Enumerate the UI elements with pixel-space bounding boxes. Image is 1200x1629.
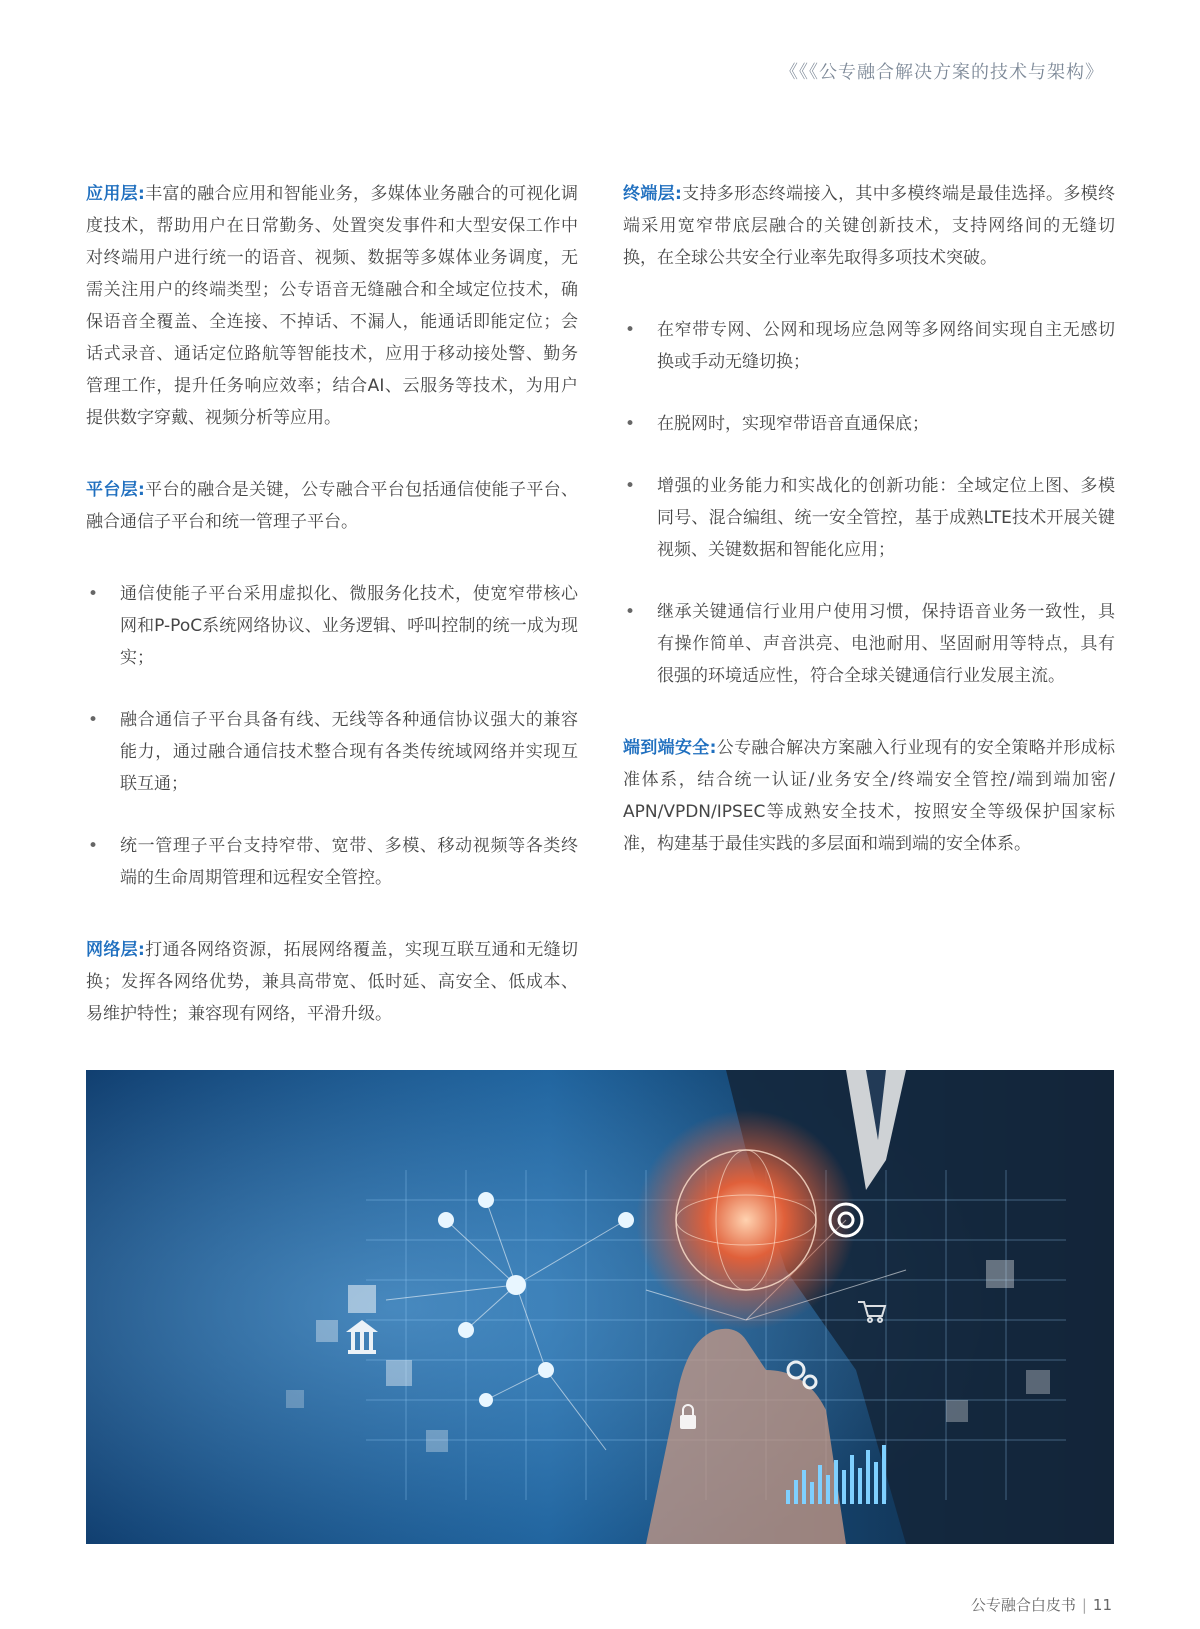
text-app-layer: 丰富的融合应用和智能业务，多媒体业务融合的可视化调度技术，帮助用户在日常勤务、处置突发事件和大型安保工作中对终端用户进行统一的语音、视频、数据等多媒体业务调度，无需关注用户的终端类型；公专语音无缝融合和全域定位技术，确保语音全覆盖、全连接、不掉话、不漏人，能通话即能定位；会话式录音、通话定位路航等智能技术，应用于移动接处警、勤务管理工作，提升任务响应效率；结合AI、云服务等技术，为用户提供数字穿戴、视频分析等应用。	[86, 184, 578, 428]
running-header: 《《《公专融合解决方案的技术与架构》	[780, 62, 1104, 83]
lead-platform-layer: 平台层:	[86, 480, 145, 500]
bullet-dot-icon: •	[88, 584, 99, 604]
list-item: • 增强的业务能力和实战化的创新功能：全域定位上图、多模同号、混合编组、统一安全管控，基于成熟LTE技术开展关键视频、关键数据和智能化应用；	[623, 470, 1115, 566]
page-number: 11	[1092, 1596, 1112, 1614]
list-item: • 通信使能子平台采用虚拟化、微服务化技术，使宽窄带核心网和P-PoC系统网络协议、业务逻辑、呼叫控制的统一成为现实；	[86, 578, 578, 674]
footer-doc-title: 公专融合白皮书	[970, 1596, 1076, 1614]
right-column	[623, 178, 1115, 900]
paragraph-security	[623, 732, 1115, 860]
paragraph-app-layer	[86, 178, 578, 434]
text-platform-layer: 平台的融合是关键，公专融合平台包括通信使能子平台、融合通信子平台和统一管理子平台。	[86, 480, 578, 532]
lead-terminal-layer: 终端层:	[623, 184, 682, 204]
list-item: • 融合通信子平台具备有线、无线等各种通信协议强大的兼容能力，通过融合通信技术整合现有各类传统域网络并实现互联互通；	[86, 704, 578, 800]
footer-separator: |	[1081, 1596, 1087, 1614]
bullet-dot-icon: •	[88, 836, 99, 856]
paragraph-platform-layer	[86, 474, 578, 538]
paragraph-terminal-layer	[623, 178, 1115, 274]
text-terminal-layer: 支持多形态终端接入，其中多模终端是最佳选择。多模终端采用宽窄带底层融合的关键创新技术，支持网络间的无缝切换，在全球公共安全行业率先取得多项技术突破。	[623, 184, 1115, 268]
list-item: • 在脱网时，实现窄带语音直通保底；	[623, 408, 1115, 440]
text-security: 公专融合解决方案融入行业现有的安全策略并形成标准体系，结合统一认证/业务安全/终端安全管控/端到端加密/ APN/VPDN/IPSEC等成熟安全技术，按照安全等级保护国家标准，构建基于最佳实践的多层面和端到端的安全体系。	[623, 738, 1115, 854]
list-item: • 统一管理子平台支持窄带、宽带、多模、移动视频等各类终端的生命周期管理和远程安全管控。	[86, 830, 578, 894]
list-item: • 在窄带专网、公网和现场应急网等多网络间实现自主无感切换或手动无缝切换；	[623, 314, 1115, 378]
bullet-dot-icon: •	[625, 320, 636, 340]
globe-glow	[636, 1110, 856, 1330]
lead-security: 端到端安全:	[623, 738, 717, 758]
page-footer	[971, 1594, 1112, 1615]
left-column	[86, 178, 578, 1070]
tech-network-illustration	[86, 1070, 1114, 1544]
list-item: • 继承关键通信行业用户使用习惯，保持语音业务一致性，具有操作简单、声音洪亮、电池耐用、坚固耐用等特点，具有很强的环境适应性，符合全球关键通信行业发展主流。	[623, 596, 1115, 692]
lead-network-layer: 网络层:	[86, 940, 145, 960]
platform-bullet-list	[86, 578, 578, 894]
bullet-dot-icon: •	[88, 710, 99, 730]
lead-app-layer: 应用层:	[86, 184, 145, 204]
terminal-bullet-list	[623, 314, 1115, 692]
bullet-dot-icon: •	[625, 602, 636, 622]
bullet-dot-icon: •	[625, 414, 636, 434]
text-network-layer: 打通各网络资源，拓展网络覆盖，实现互联互通和无缝切换；发挥各网络优势，兼具高带宽、低时延、高安全、低成本、易维护特性；兼容现有网络，平滑升级。	[86, 940, 578, 1024]
paragraph-network-layer	[86, 934, 578, 1030]
bullet-dot-icon: •	[625, 476, 636, 496]
